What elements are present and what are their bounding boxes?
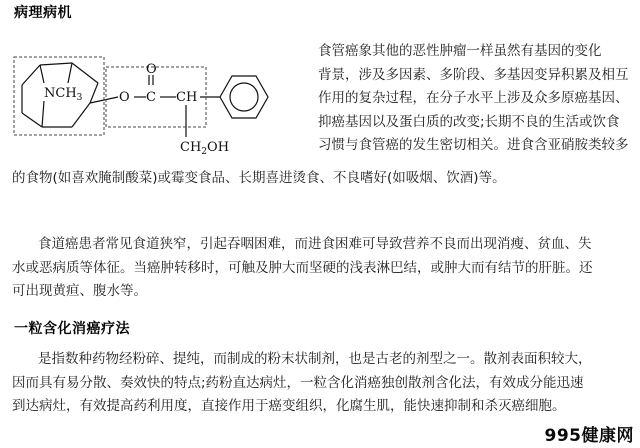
text-line: 背景，涉及多因素、多阶段、多基因变异积累及相互 bbox=[318, 66, 629, 83]
text-line: 的食物(如喜欢腌制酸菜)或霉变食品、长期喜进烫食、不良嗜好(如吸烟、饮酒)等。 bbox=[12, 170, 506, 186]
paragraph-pathology-continuation bbox=[12, 167, 506, 191]
bridge-bond bbox=[40, 65, 44, 83]
text-line: 食管癌象其他的恶性肿瘤一样虽然有基因的变化 bbox=[318, 43, 602, 59]
ring-bond bbox=[90, 83, 98, 103]
phenyl-ring bbox=[220, 76, 268, 118]
ring-bond bbox=[72, 103, 90, 127]
text-line: 因而具有易分散、奏效快的特点;药粉直达病灶，一粒含化消癌独创散剂含化法，有效成分能迅速 bbox=[12, 374, 584, 391]
methine-label: CH bbox=[176, 90, 198, 105]
paragraph-pathology-intro bbox=[318, 40, 630, 158]
bridge-bond bbox=[42, 101, 44, 127]
paragraph-symptoms bbox=[12, 233, 593, 304]
text-line: 作用的复杂过程，在分子水平上涉及众多原癌基因、 bbox=[318, 90, 629, 106]
carbonyl-carbon-label: C bbox=[146, 90, 156, 105]
ch2oh-label: $CH_2OH$ bbox=[180, 140, 230, 157]
carbonyl-oxygen-label: O bbox=[146, 62, 157, 77]
section-title-therapy: 一粒含化消癌疗法 bbox=[14, 321, 130, 337]
text-line: 到达病灶，有效提高药利用度，直接作用于癌变组织，化腐生肌，能快速抑制和杀灭癌细胞。 bbox=[12, 398, 566, 414]
nch3-label: $NCH_3$ bbox=[44, 86, 83, 103]
section-title-pathology: 病理病机 bbox=[14, 5, 72, 21]
site-watermark: 995健康网 bbox=[544, 426, 634, 446]
phenyl-ring-circle bbox=[230, 83, 258, 111]
text-line: 是指数种药物经粉碎、提纯，而制成的粉末状制剂，也是古老的剂型之一。散剂表面积较大， bbox=[38, 351, 592, 367]
bridge-bond bbox=[68, 63, 72, 83]
ester-oxygen-label: O bbox=[119, 90, 130, 105]
text-line: 水或恶病质等体征。当癌肿转移时，可触及肿大而坚硬的浅表淋巴结，或肿大而有结节的肝脏。还 bbox=[12, 259, 593, 276]
text-line: 抑癌基因以及蛋白质的改变;长期不良的生活或饮食 bbox=[318, 113, 620, 130]
ring-bond bbox=[22, 113, 42, 127]
text-line: 习惯与食管癌的发生密切相关。进食含亚硝胺类较多 bbox=[318, 137, 629, 153]
ring-bond bbox=[22, 65, 40, 85]
text-line: 可出现黄疸、腹水等。 bbox=[12, 283, 147, 299]
chemical-structure-diagram bbox=[10, 55, 310, 167]
text-line: 食道癌患者常见食道狭窄，引起吞咽困难，而进食困难可导致营养不良而出现消瘦、贫血、失 bbox=[38, 236, 592, 252]
paragraph-therapy bbox=[12, 348, 592, 419]
ring-bond bbox=[72, 63, 98, 83]
ring-bond bbox=[40, 63, 72, 65]
